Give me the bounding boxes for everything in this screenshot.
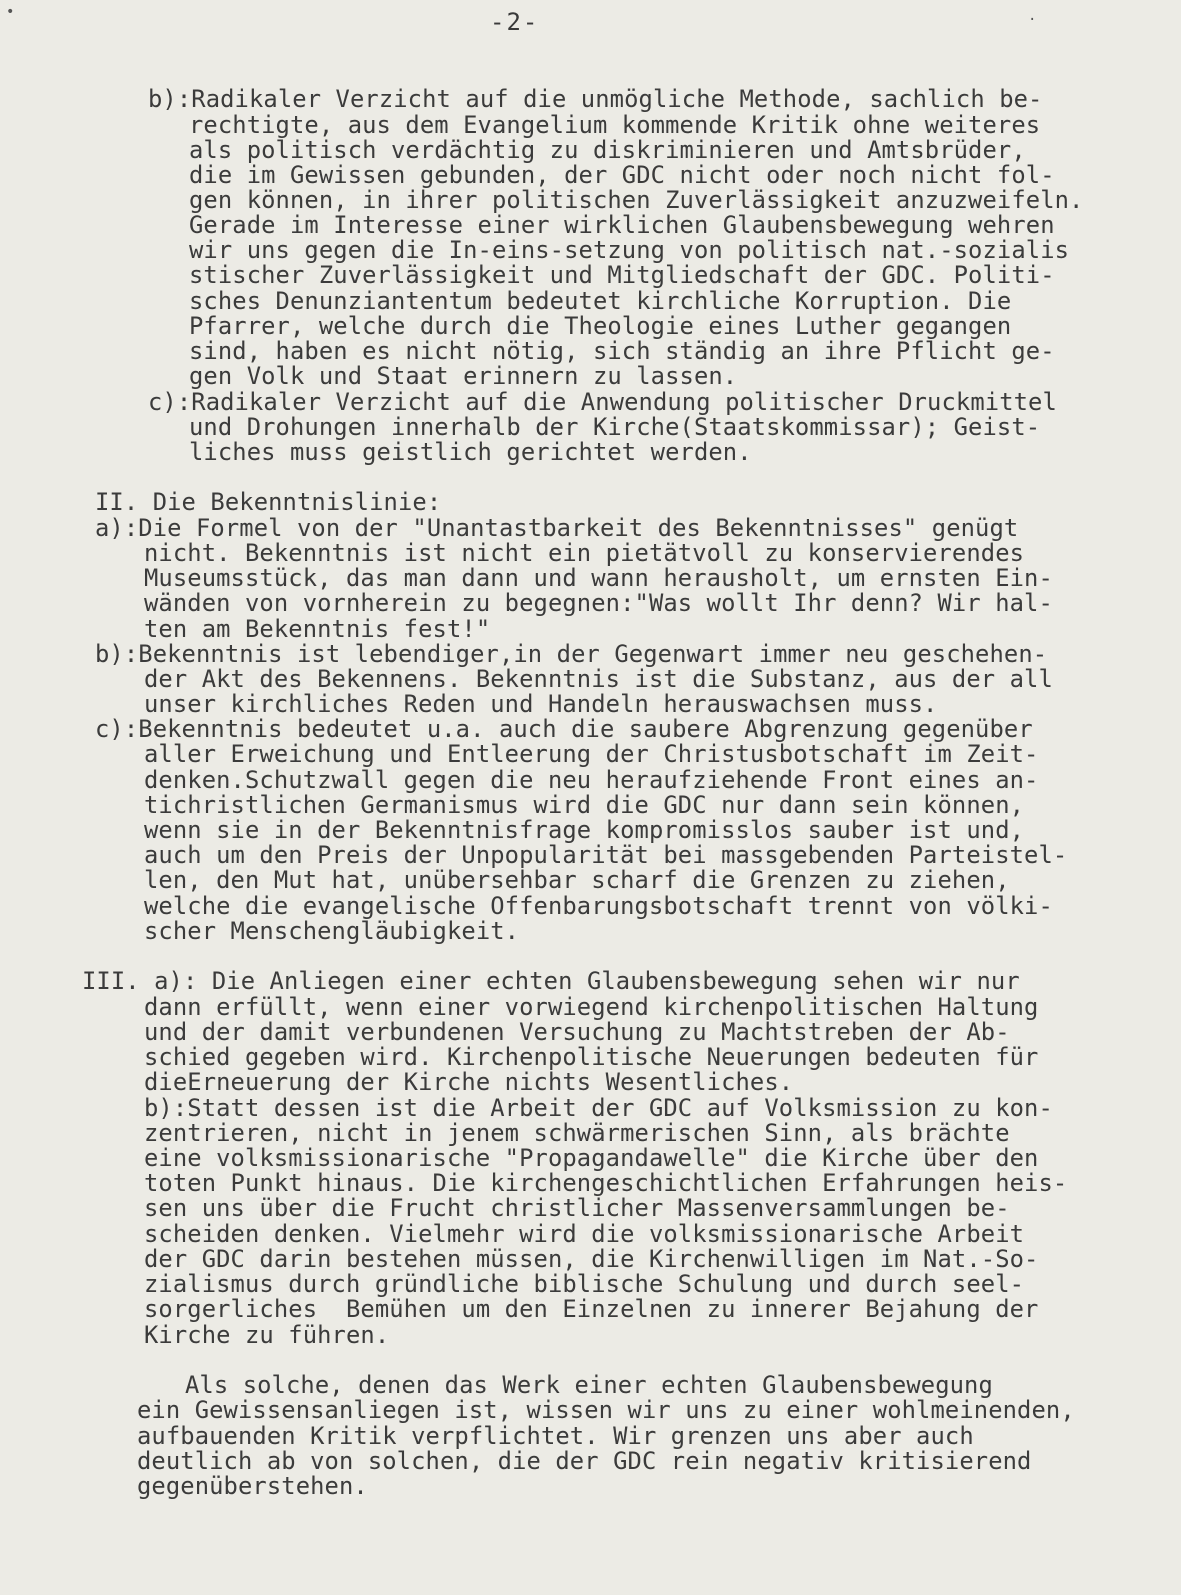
- text-line: Als solche, denen das Werk einer echten Glaubensbewegung: [185, 1371, 993, 1399]
- text-line: scheiden denken. Vielmehr wird die volksmissionarische Arbeit: [144, 1220, 1025, 1248]
- text-line: denken.Schutzwall gegen die neu heraufziehende Front eines an-: [144, 766, 1039, 794]
- text-line: aller Erweichung und Entleerung der Christusbotschaft im Zeit-: [144, 740, 1039, 768]
- text-line: b):Bekenntnis ist lebendiger,in der Gegenwart immer neu geschehen-: [95, 640, 1048, 668]
- text-line: dann erfüllt, wenn einer vorwiegend kirchenpolitischen Haltung: [144, 993, 1039, 1021]
- text-line: sches Denunziantentum bedeutet kirchliche Korruption. Die: [189, 287, 1012, 315]
- page-number: -2-: [490, 8, 540, 36]
- text-line: schied gegeben wird. Kirchenpolitische Neuerungen bedeuten für: [144, 1043, 1039, 1071]
- scan-mark: •: [6, 4, 15, 20]
- text-line: ein Gewissensanliegen ist, wissen wir uns zu einer wohlmeinenden,: [137, 1396, 1075, 1424]
- text-line: der GDC darin bestehen müssen, die Kirchenwilligen im Nat.-So-: [144, 1245, 1039, 1273]
- text-line: a):Die Formel von der "Unantastbarkeit des Bekenntnisses" genügt: [95, 514, 1019, 542]
- text-line: Museumsstück, das man dann und wann herausholt, um ernsten Ein-: [144, 564, 1053, 592]
- text-line: gen Volk und Staat erinnern zu lassen.: [189, 362, 738, 390]
- text-line: und der damit verbundenen Versuchung zu Machtstreben der Ab-: [144, 1018, 1010, 1046]
- text-line: c):Bekenntnis bedeutet u.a. auch die saubere Abgrenzung gegenüber: [95, 715, 1033, 743]
- text-line: c):Radikaler Verzicht auf die Anwendung politischer Druckmittel: [148, 388, 1057, 416]
- text-line: wänden von vornherein zu begegnen:"Was wollt Ihr denn? Wir hal-: [144, 589, 1053, 617]
- text-line: III. a): Die Anliegen einer echten Glaubensbewegung sehen wir nur: [82, 967, 1020, 995]
- text-line: gen können, in ihrer politischen Zuverlässigkeit anzuzweifeln.: [189, 186, 1084, 214]
- text-line: der Akt des Bekennens. Bekenntnis ist die Substanz, aus der all: [144, 665, 1053, 693]
- text-line: nicht. Bekenntnis ist nicht ein pietätvoll zu konservierendes: [144, 539, 1025, 567]
- text-line: liches muss geistlich gerichtet werden.: [189, 438, 752, 466]
- text-line: sen uns über die Frucht christlicher Massenversammlungen be-: [144, 1194, 1010, 1222]
- text-line: sind, haben es nicht nötig, sich ständig an ihre Pflicht ge-: [189, 337, 1055, 365]
- text-line: dieErneuerung der Kirche nichts Wesentliches.: [144, 1068, 794, 1096]
- text-line: als politisch verdächtig zu diskriminieren und Amtsbrüder,: [189, 136, 1026, 164]
- text-line: Gerade im Interesse einer wirklichen Glaubensbewegung wehren: [189, 211, 1055, 239]
- text-line: toten Punkt hinaus. Die kirchengeschichtlichen Erfahrungen heis-: [144, 1169, 1068, 1197]
- text-line: Kirche zu führen.: [144, 1321, 390, 1349]
- text-line: zentrieren, nicht in jenem schwärmerischen Sinn, als brächte: [144, 1119, 1010, 1147]
- text-line: tichristlichen Germanismus wird die GDC nur dann sein können,: [144, 791, 1025, 819]
- text-line: und Drohungen innerhalb der Kirche(Staatskommissar); Geist-: [189, 413, 1041, 441]
- text-line: stischer Zuverlässigkeit und Mitgliedschaft der GDC. Politi-: [189, 261, 1055, 289]
- text-line: die im Gewissen gebunden, der GDC nicht oder noch nicht fol-: [189, 161, 1055, 189]
- text-line: Pfarrer, welche durch die Theologie eines Luther gegangen: [189, 312, 1012, 340]
- text-line: zialismus durch gründliche biblische Schulung und durch seel-: [144, 1270, 1025, 1298]
- text-line: wenn sie in der Bekenntnisfrage kompromisslos sauber ist und,: [144, 816, 1025, 844]
- text-line: len, den Mut hat, unübersehbar scharf die Grenzen zu ziehen,: [144, 866, 1010, 894]
- text-line: auch um den Preis der Unpopularität bei massgebenden Parteistel-: [144, 841, 1068, 869]
- text-line: scher Menschengläubigkeit.: [144, 917, 520, 945]
- text-line: aufbauenden Kritik verpflichtet. Wir grenzen uns aber auch: [137, 1422, 974, 1450]
- text-line: b):Statt dessen ist die Arbeit der GDC auf Volksmission zu kon-: [144, 1094, 1053, 1122]
- text-line: welche die evangelische Offenbarungsbotschaft trennt von völki-: [144, 892, 1053, 920]
- text-line: b):Radikaler Verzicht auf die unmögliche Methode, sachlich be-: [148, 85, 1043, 113]
- text-line: deutlich ab von solchen, die der GDC rein negativ kritisierend: [137, 1447, 1032, 1475]
- text-line: rechtigte, aus dem Evangelium kommende Kritik ohne weiteres: [189, 111, 1041, 139]
- text-line: ten am Bekenntnis fest!": [144, 615, 491, 643]
- scan-mark: ·: [1028, 12, 1037, 28]
- section-heading: II. Die Bekenntnislinie:: [95, 488, 442, 516]
- text-line: wir uns gegen die In-eins-setzung von politisch nat.-sozialis: [189, 236, 1070, 264]
- text-line: gegenüberstehen.: [137, 1472, 368, 1500]
- text-line: unser kirchliches Reden und Handeln herauswachsen muss.: [144, 690, 938, 718]
- text-line: eine volksmissionarische "Propagandawelle" die Kirche über den: [144, 1144, 1039, 1172]
- text-line: sorgerliches Bemühen um den Einzelnen zu innerer Bejahung der: [144, 1295, 1039, 1323]
